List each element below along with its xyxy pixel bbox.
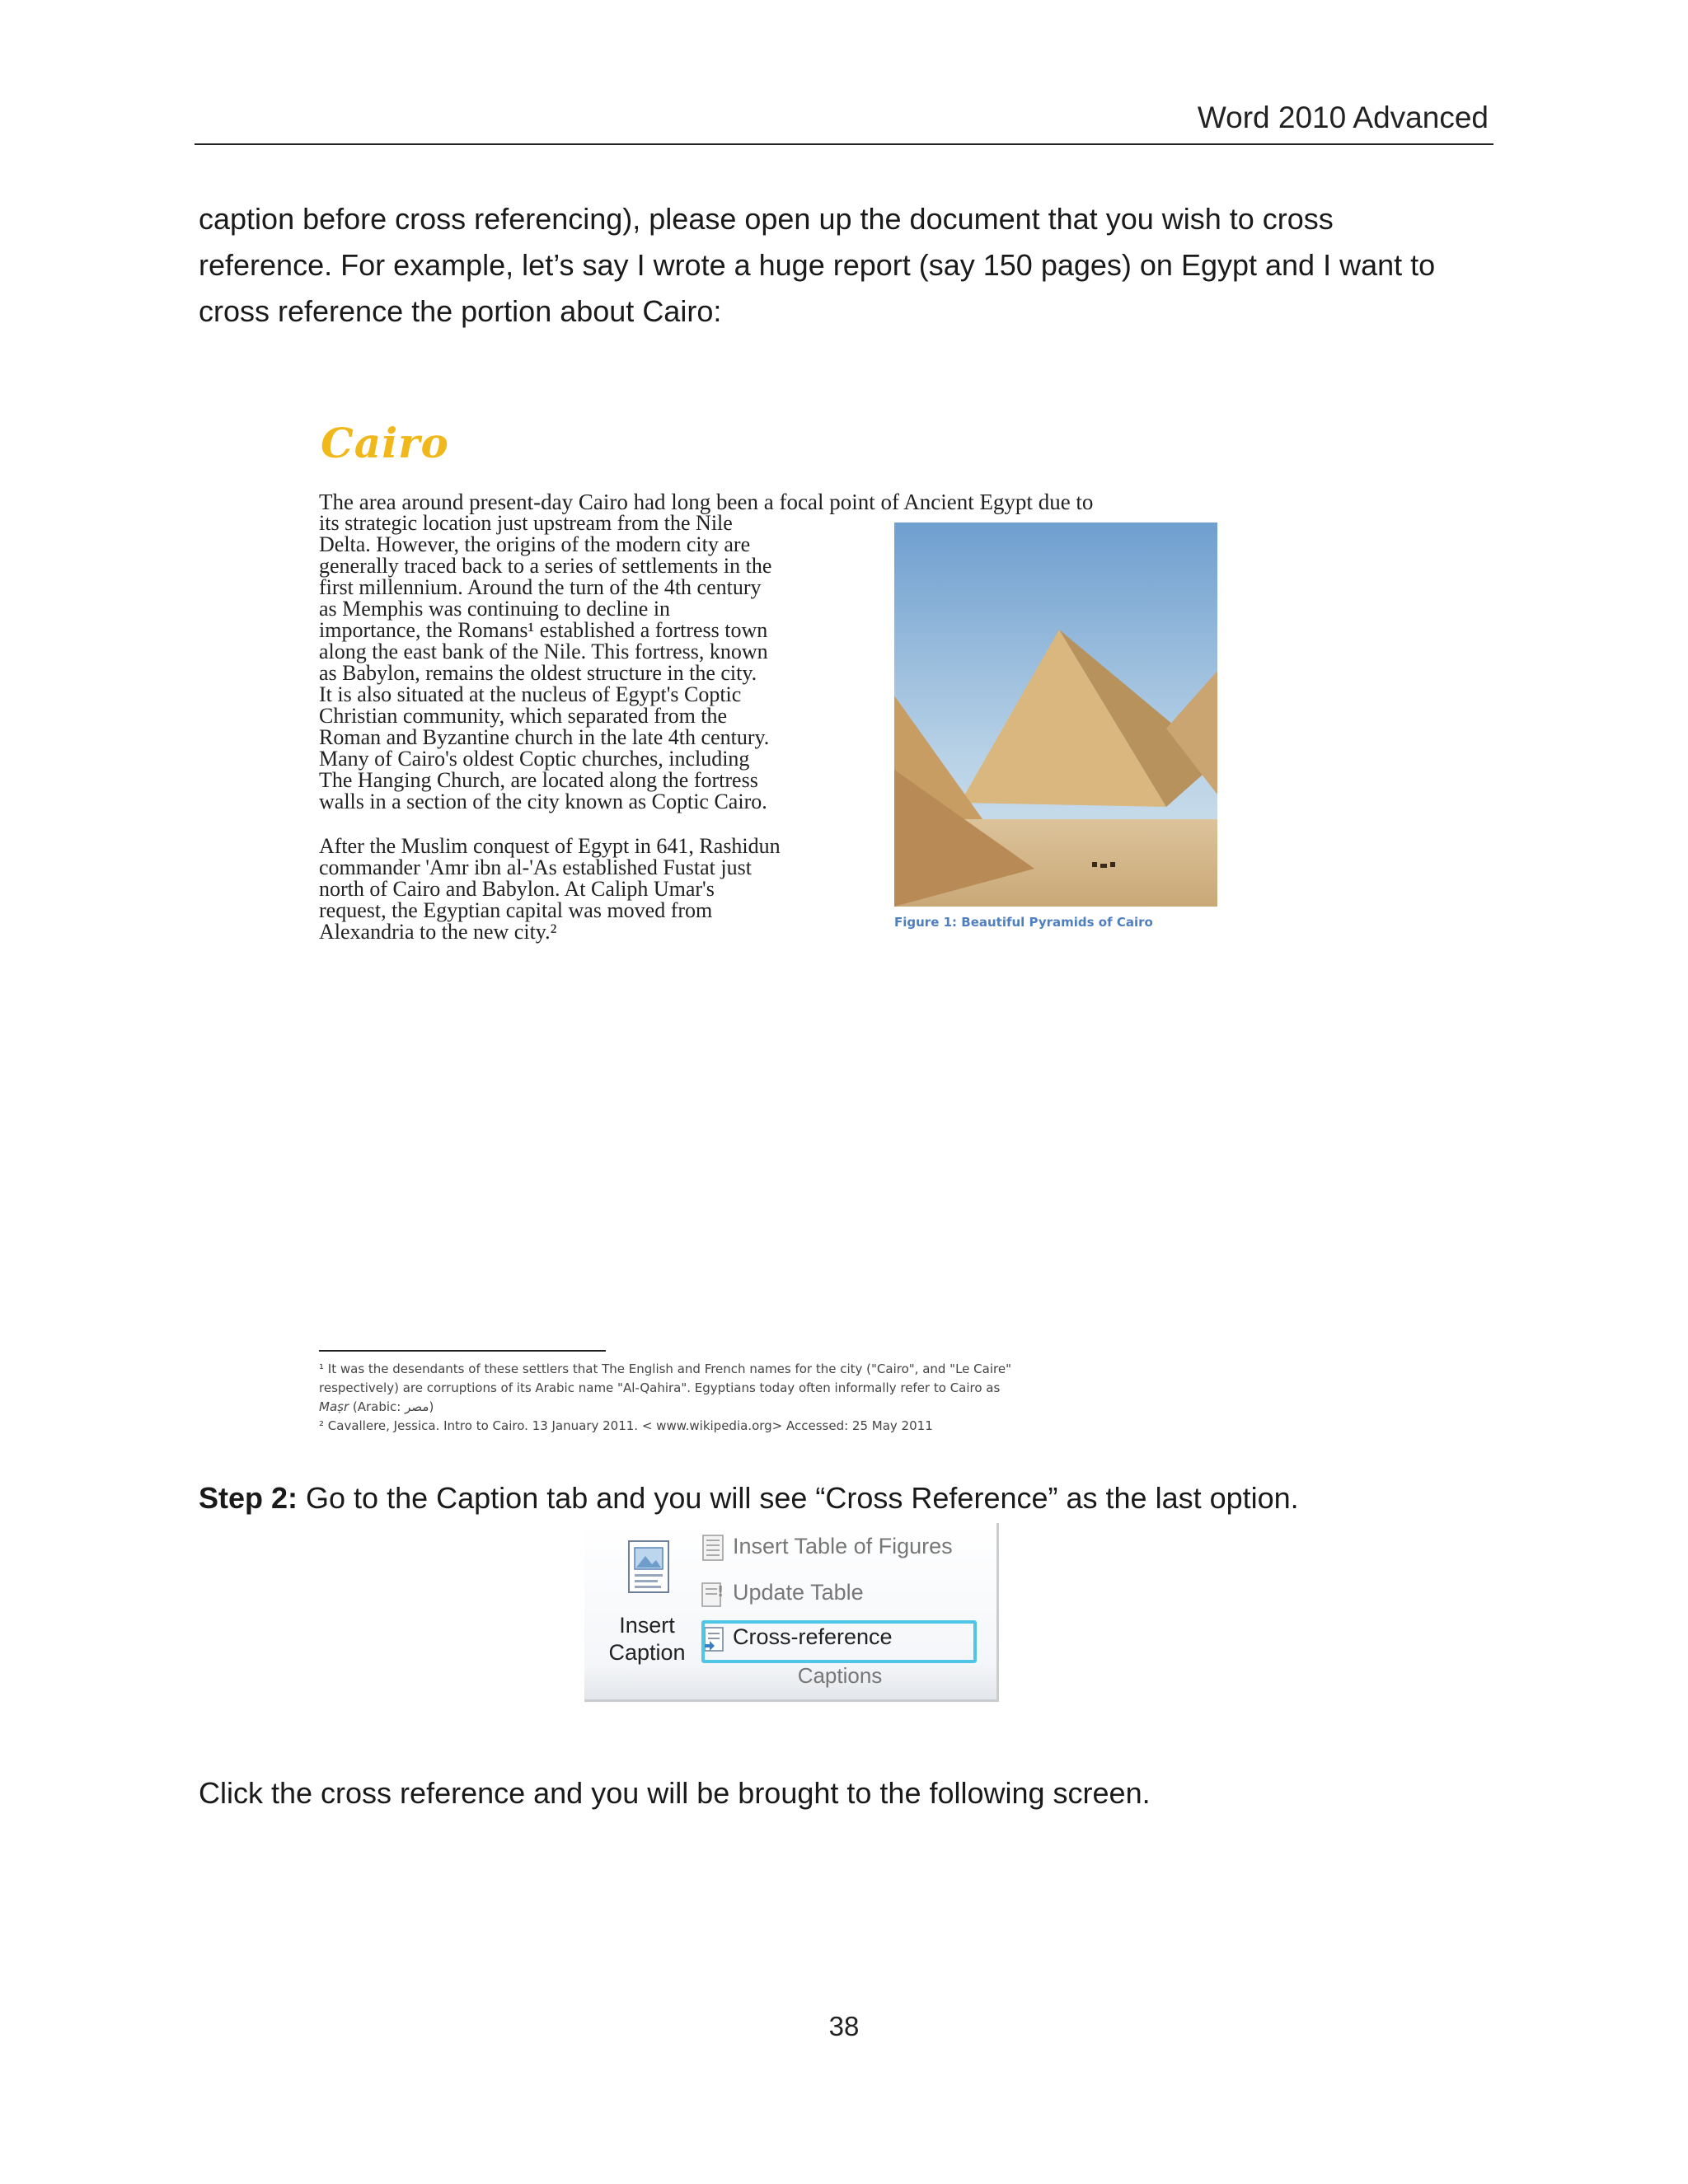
insert-caption-icon	[627, 1540, 670, 1594]
footnote-rest: (Arabic: مصر)	[349, 1399, 434, 1414]
cairo-line: along the east bank of the Nile. This fortress, known	[319, 640, 768, 663]
table-of-figures-icon	[700, 1534, 726, 1562]
cairo-line: After the Muslim conquest of Egypt in 641, Rashidun	[319, 834, 781, 858]
footnote-line: ¹ It was the desendants of these settlers that The English and French names for the city ("Cairo", and "Le Caire"	[319, 1361, 1011, 1376]
page-number: 38	[828, 2011, 860, 2041]
cairo-line: walls in a section of the city known as Coptic Cairo.	[319, 790, 767, 813]
cairo-line: first millennium. Around the turn of the 4th century	[319, 575, 762, 599]
intro-line: caption before cross referencing), please open up the document that you wish to cross	[199, 202, 1334, 236]
page-header	[195, 97, 1493, 145]
cairo-line: generally traced back to a series of settlements in the	[319, 554, 772, 578]
embedded-document-screenshot	[317, 412, 1220, 1442]
cairo-line: The Hanging Church, are located along the fortress	[319, 768, 758, 792]
cairo-line: Delta. However, the origins of the modern city are	[319, 532, 751, 556]
footnote-line	[319, 1398, 1209, 1417]
footnote-divider	[319, 1350, 606, 1352]
insert-table-of-figures-button[interactable]	[700, 1530, 953, 1563]
cairo-line: Christian community, which separated from the	[319, 704, 728, 728]
cairo-line: as Memphis was continuing to decline in	[319, 597, 671, 621]
cairo-line: Many of Cairo's oldest Coptic churches, including	[319, 747, 750, 771]
cairo-line: as Babylon, remains the oldest structure in the city.	[319, 661, 757, 685]
step2-label: Step 2:	[199, 1481, 298, 1515]
cairo-paragraph-1	[319, 513, 888, 813]
pyramids-image	[894, 523, 1217, 907]
cairo-line: its strategic location just upstream from the Nile	[319, 511, 733, 535]
intro-line: reference. For example, let’s say I wrote a huge report (say 150 pages) on Egypt and I want to	[199, 248, 1436, 282]
cairo-paragraph-2	[319, 836, 888, 943]
cairo-line: commander 'Amr ibn al-'As established Fustat just	[319, 855, 752, 879]
header-title: Word 2010 Advanced	[1197, 101, 1489, 134]
insert-caption-button[interactable]	[593, 1531, 701, 1680]
footnote-italic-word: Maṣr	[319, 1399, 349, 1414]
click-instruction: Click the cross reference and you will be brought to the following screen.	[199, 1776, 1151, 1810]
footnotes	[319, 1360, 1209, 1436]
step2-text: Go to the Caption tab and you will see “Cross Reference” as the last option.	[298, 1481, 1299, 1515]
intro-line: cross reference the portion about Cairo:	[199, 294, 722, 328]
update-table-icon	[700, 1580, 726, 1608]
svg-text:!: !	[717, 1582, 724, 1601]
figure-caption: Figure 1: Beautiful Pyramids of Cairo	[894, 915, 1153, 930]
insert-table-of-figures-label: Insert Table of Figures	[733, 1534, 953, 1558]
cairo-line: importance, the Romans¹ established a fortress town	[319, 618, 768, 642]
cross-reference-label: Cross-reference	[733, 1624, 893, 1649]
footnote-line: ² Cavallere, Jessica. Intro to Cairo. 13 January 2011. < www.wikipedia.org> Accessed: 25 May 2011	[319, 1418, 933, 1433]
update-table-label: Update Table	[733, 1580, 864, 1605]
cairo-line: It is also situated at the nucleus of Egypt's Coptic	[319, 682, 742, 706]
cairo-line: request, the Egyptian capital was moved from	[319, 898, 713, 922]
insert-caption-label-line: Insert	[619, 1613, 675, 1638]
step2-paragraph	[199, 1475, 1484, 1521]
cairo-intro-line: The area around present-day Cairo had long been a focal point of Ancient Egypt due to	[319, 490, 1094, 514]
insert-caption-label	[593, 1612, 701, 1666]
footnote-line: respectively) are corruptions of its Arabic name "Al-Qahira". Egyptians today often informally refer to Cairo as	[319, 1380, 1001, 1395]
cross-reference-highlight	[701, 1620, 977, 1663]
captions-group-label: Captions	[797, 1663, 883, 1688]
cairo-line: north of Cairo and Babylon. At Caliph Umar's	[319, 877, 715, 901]
intro-paragraph	[199, 196, 1484, 335]
update-table-button[interactable]	[700, 1576, 864, 1609]
captions-ribbon-group	[584, 1523, 999, 1702]
cairo-line: Alexandria to the new city.²	[319, 920, 557, 944]
cairo-line: Roman and Byzantine church in the late 4th century.	[319, 725, 770, 749]
cairo-heading: Cairo	[321, 419, 449, 467]
insert-caption-label-line: Caption	[608, 1640, 686, 1665]
